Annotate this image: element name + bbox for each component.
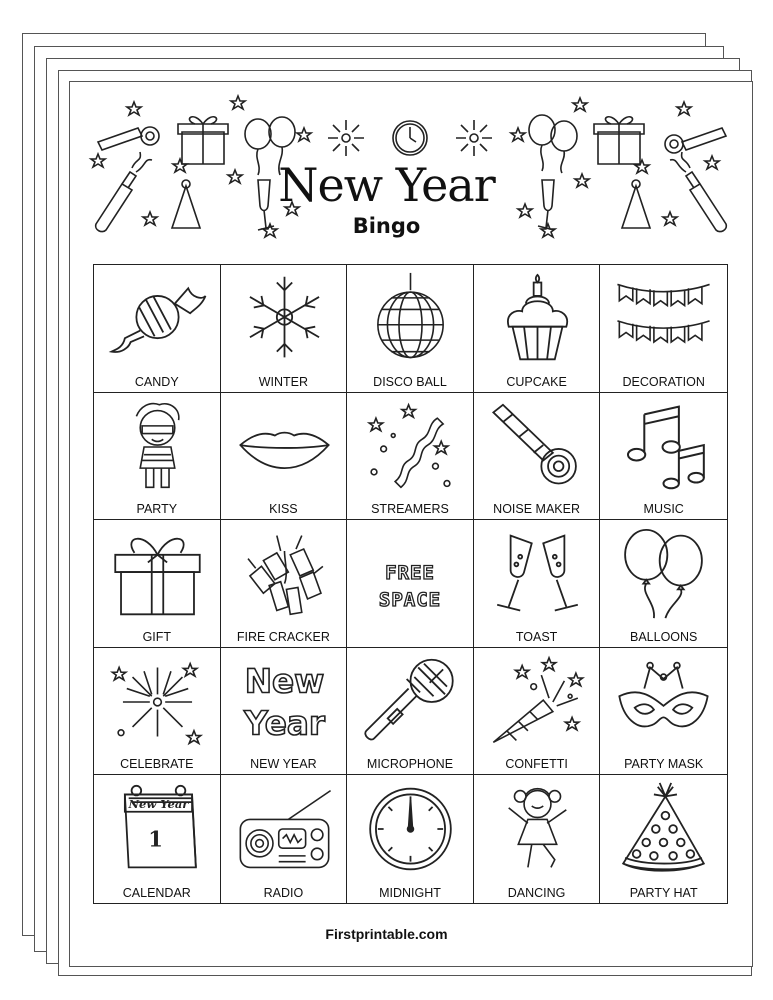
cell-label: NOISE MAKER (493, 502, 580, 517)
free-space-text (347, 560, 473, 614)
microphone-icon (361, 654, 460, 750)
bingo-cell-calendar[interactable] (94, 775, 221, 903)
party-mask-icon (614, 654, 713, 750)
fire-cracker-icon (235, 526, 334, 622)
bingo-cell-free-space[interactable] (347, 520, 474, 648)
cell-label: KISS (269, 502, 298, 517)
cell-label: CELEBRATE (120, 757, 194, 772)
cell-label: MUSIC (643, 502, 684, 517)
bingo-cell-confetti[interactable] (474, 648, 601, 776)
cell-label: DECORATION (622, 374, 705, 389)
bingo-cell-winter[interactable] (221, 265, 348, 393)
bingo-cell-new-year[interactable] (221, 648, 348, 776)
free-space-word-2: SPACE (378, 589, 442, 612)
free-space-word-1: FREE (385, 562, 435, 585)
party-hat-icon (614, 781, 713, 877)
calendar-art-day: 1 (148, 826, 163, 852)
cell-label: TOAST (515, 629, 558, 644)
fireworks-icon (108, 654, 207, 750)
clock-icon (393, 121, 427, 155)
noise-maker-icon (488, 399, 587, 495)
cell-label: DISCO BALL (373, 374, 447, 389)
balloons-icon (614, 526, 713, 622)
cell-label: CUPCAKE (506, 374, 567, 389)
cell-label: CONFETTI (505, 757, 568, 772)
cell-label: RADIO (263, 885, 304, 900)
cell-label: STREAMERS (371, 502, 449, 517)
bingo-cell-party-hat[interactable] (600, 775, 727, 903)
cell-label: PARTY (136, 502, 178, 517)
bingo-cell-microphone[interactable] (347, 648, 474, 776)
bingo-cell-noise-maker[interactable] (474, 393, 601, 521)
bingo-cell-party-mask[interactable] (600, 648, 727, 776)
cell-label: DANCING (507, 885, 566, 900)
cell-label: WINTER (258, 374, 309, 389)
champagne-glasses-icon (488, 526, 587, 622)
bingo-cell-streamers[interactable] (347, 393, 474, 521)
cell-label: CALENDAR (122, 885, 191, 900)
music-notes-icon (614, 399, 713, 495)
streamers-icon (361, 399, 460, 495)
gift-icon (108, 526, 207, 622)
cell-label: MIDNIGHT (379, 885, 441, 900)
cupcake-icon (488, 271, 587, 367)
bingo-cell-dancing[interactable] (474, 775, 601, 903)
dancing-girl-icon (488, 781, 587, 877)
radio-icon (235, 781, 334, 877)
lips-icon (235, 399, 334, 495)
candy-icon (108, 271, 207, 367)
bingo-cell-disco-ball[interactable] (347, 265, 474, 393)
bingo-cell-toast[interactable] (474, 520, 601, 648)
cell-label: PARTY HAT (629, 885, 698, 900)
bingo-cell-decoration[interactable] (600, 265, 727, 393)
bingo-cell-kiss[interactable] (221, 393, 348, 521)
calendar-icon (108, 781, 207, 877)
disco-ball-icon (361, 271, 460, 367)
new-year-art-line-2: Year (243, 704, 325, 743)
calendar-art-title: New Year (128, 797, 189, 812)
cell-label: CANDY (134, 374, 179, 389)
bingo-cell-music[interactable] (600, 393, 727, 521)
snowflake-icon (235, 271, 334, 367)
page-subtitle: Bingo (352, 214, 421, 238)
page-title: New Year (278, 158, 495, 212)
bingo-cell-balloons[interactable] (600, 520, 727, 648)
cell-label: PARTY MASK (624, 757, 704, 772)
bingo-cell-cupcake[interactable] (474, 265, 601, 393)
footer-site-credit: Firstprintable.com (325, 926, 448, 942)
bunting-icon (614, 271, 713, 367)
clock-icon (361, 781, 460, 877)
bingo-cell-celebrate[interactable] (94, 648, 221, 776)
bingo-cell-radio[interactable] (221, 775, 348, 903)
bingo-cell-candy[interactable] (94, 265, 221, 393)
new-year-text-icon (235, 654, 334, 750)
bingo-cell-midnight[interactable] (347, 775, 474, 903)
party-kid-icon (108, 399, 207, 495)
bingo-cell-party[interactable] (94, 393, 221, 521)
cell-label: MICROPHONE (366, 757, 454, 772)
cell-label: GIFT (142, 629, 172, 644)
bingo-cell-fire-cracker[interactable] (221, 520, 348, 648)
cell-label: NEW YEAR (250, 757, 317, 772)
confetti-popper-icon (488, 654, 587, 750)
bingo-board (93, 264, 728, 904)
new-year-art-line-1: New (244, 662, 324, 701)
cell-label: FIRE CRACKER (236, 629, 330, 644)
bingo-cell-gift[interactable] (94, 520, 221, 648)
cell-label: BALLOONS (629, 629, 698, 644)
